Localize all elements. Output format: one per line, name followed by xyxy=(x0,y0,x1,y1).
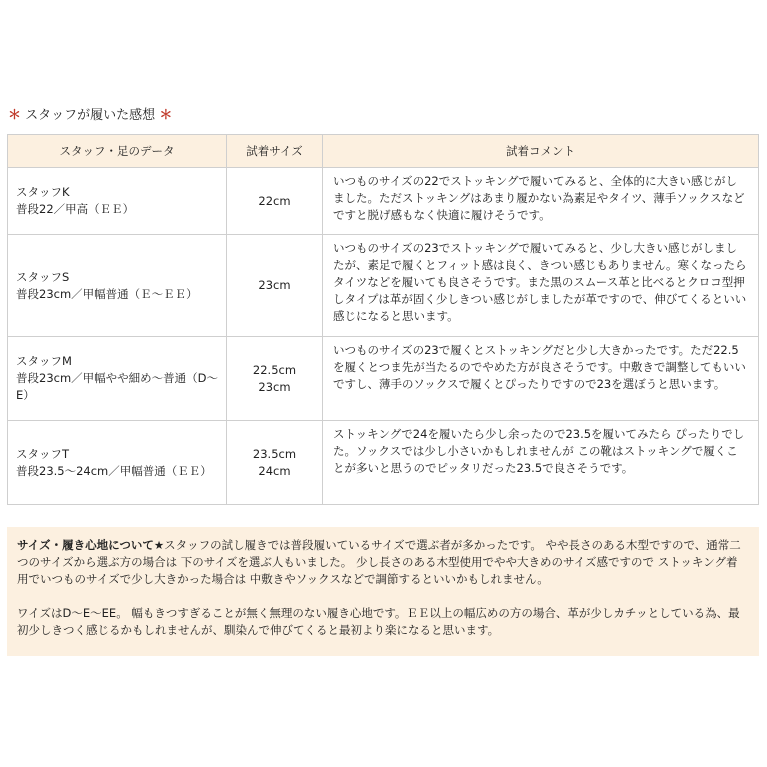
staff-cell xyxy=(8,337,227,421)
staff-name: スタッフS xyxy=(16,269,70,284)
section-heading xyxy=(8,107,408,125)
staff-name: スタッフT xyxy=(16,446,70,461)
table-row xyxy=(8,421,759,505)
header-staff-data: スタッフ・足のデータ xyxy=(8,135,227,168)
header-trial-size: 試着サイズ xyxy=(227,135,323,168)
heading-star-right: ＊ xyxy=(159,108,173,123)
staff-name: スタッフK xyxy=(16,185,70,199)
staff-review-table xyxy=(7,134,759,505)
note-paragraph-2: ワイズはD～E～EE。 幅もきつすぎることが無く無理のない履き心地です。ＥＥ以上の幅広めの方の場合、革が少しカチッとしている為、最初少しきつく感じるかもしれませんが、馴染んで伸びてくると最初より楽になると思います。 xyxy=(17,606,740,637)
staff-cell xyxy=(8,168,227,235)
trial-size: 22.5cm xyxy=(252,362,297,377)
staff-cell xyxy=(8,421,227,505)
note-paragraph-1 xyxy=(17,537,747,588)
trial-size: 23cm xyxy=(258,379,291,394)
staff-foot-data: 普段23cm／甲幅普通（Ｅ～ＥＥ） xyxy=(16,286,198,301)
table-row xyxy=(8,337,759,421)
comment-cell: いつものサイズの23でストッキングで履いてみると、少し大きい感じがしましたが、素足で履くとフィット感は良く、きつい感じもありません。寒くなったらタイツなどを履いても良さそうです。また黒のスムース革と比べるとクロコ型押しタイプは革が固く少しきつい感じがしましたが革ですので、伸びてくるといい感じになると思います。 xyxy=(323,235,759,337)
table-row xyxy=(8,235,759,337)
size-cell xyxy=(227,168,323,235)
staff-name: スタッフM xyxy=(16,354,72,368)
comment-cell: いつものサイズの22でストッキングで履いてみると、全体的に大きい感じがしました。ただストッキングはあまり履かない為素足やタイツ、薄手ソックスなどですと脱げ感もなく快適に履けそうです。 xyxy=(323,168,759,235)
trial-size: 23cm xyxy=(258,278,291,292)
table-header-row xyxy=(8,135,759,168)
staff-foot-data: 普段22／甲高（ＥＥ） xyxy=(16,202,135,216)
staff-foot-data: 普段23cm／甲幅やや細め～普通（D～E） xyxy=(16,371,219,402)
header-trial-comment: 試着コメント xyxy=(323,135,759,168)
table-row xyxy=(8,168,759,235)
note-label: サイズ・履き心地について★ xyxy=(17,538,165,552)
note-text-1: スタッフの試し履きでは普段履いているサイズで選ぶ者が多かったです。 やや長さのある木型ですので、通常二つのサイズから選ぶ方の場合は 下のサイズを選ぶ人もいました。 少し長さのある木型使用でやや大きめのサイズ感ですので ストッキング着用でいつものサイズで少し大きかった場合は 中敷きやソックスなどで調節するといいかもしれません。 xyxy=(17,538,741,586)
staff-cell xyxy=(8,235,227,337)
heading-title: スタッフが履いた感想 xyxy=(25,108,156,123)
size-cell xyxy=(227,337,323,421)
staff-foot-data: 普段23.5～24cm／甲幅普通（ＥＥ） xyxy=(16,463,212,478)
trial-size: 24cm xyxy=(258,463,291,478)
comment-cell: ストッキングで24を履いたら少し余ったので23.5を履いてみたら ぴったりでした。ソックスでは少し小さいかもしれませんが この靴はストッキングで履くことが多いと思うのでピッタリだった23.5で良さそうです。 xyxy=(323,421,759,505)
comment-cell: いつものサイズの23で履くとストッキングだと少し大きかったです。ただ22.5を履くとつま先が当たるのでやめた方が良さそうです。中敷きで調整してもいいですし、薄手のソックスで履くとぴったりですので23を選ぼうと思います。 xyxy=(323,337,759,421)
size-fit-note xyxy=(7,527,759,656)
trial-size: 22cm xyxy=(258,193,291,208)
trial-size: 23.5cm xyxy=(252,446,297,461)
heading-star-left: ＊ xyxy=(8,108,22,123)
size-cell xyxy=(227,235,323,337)
size-cell xyxy=(227,421,323,505)
